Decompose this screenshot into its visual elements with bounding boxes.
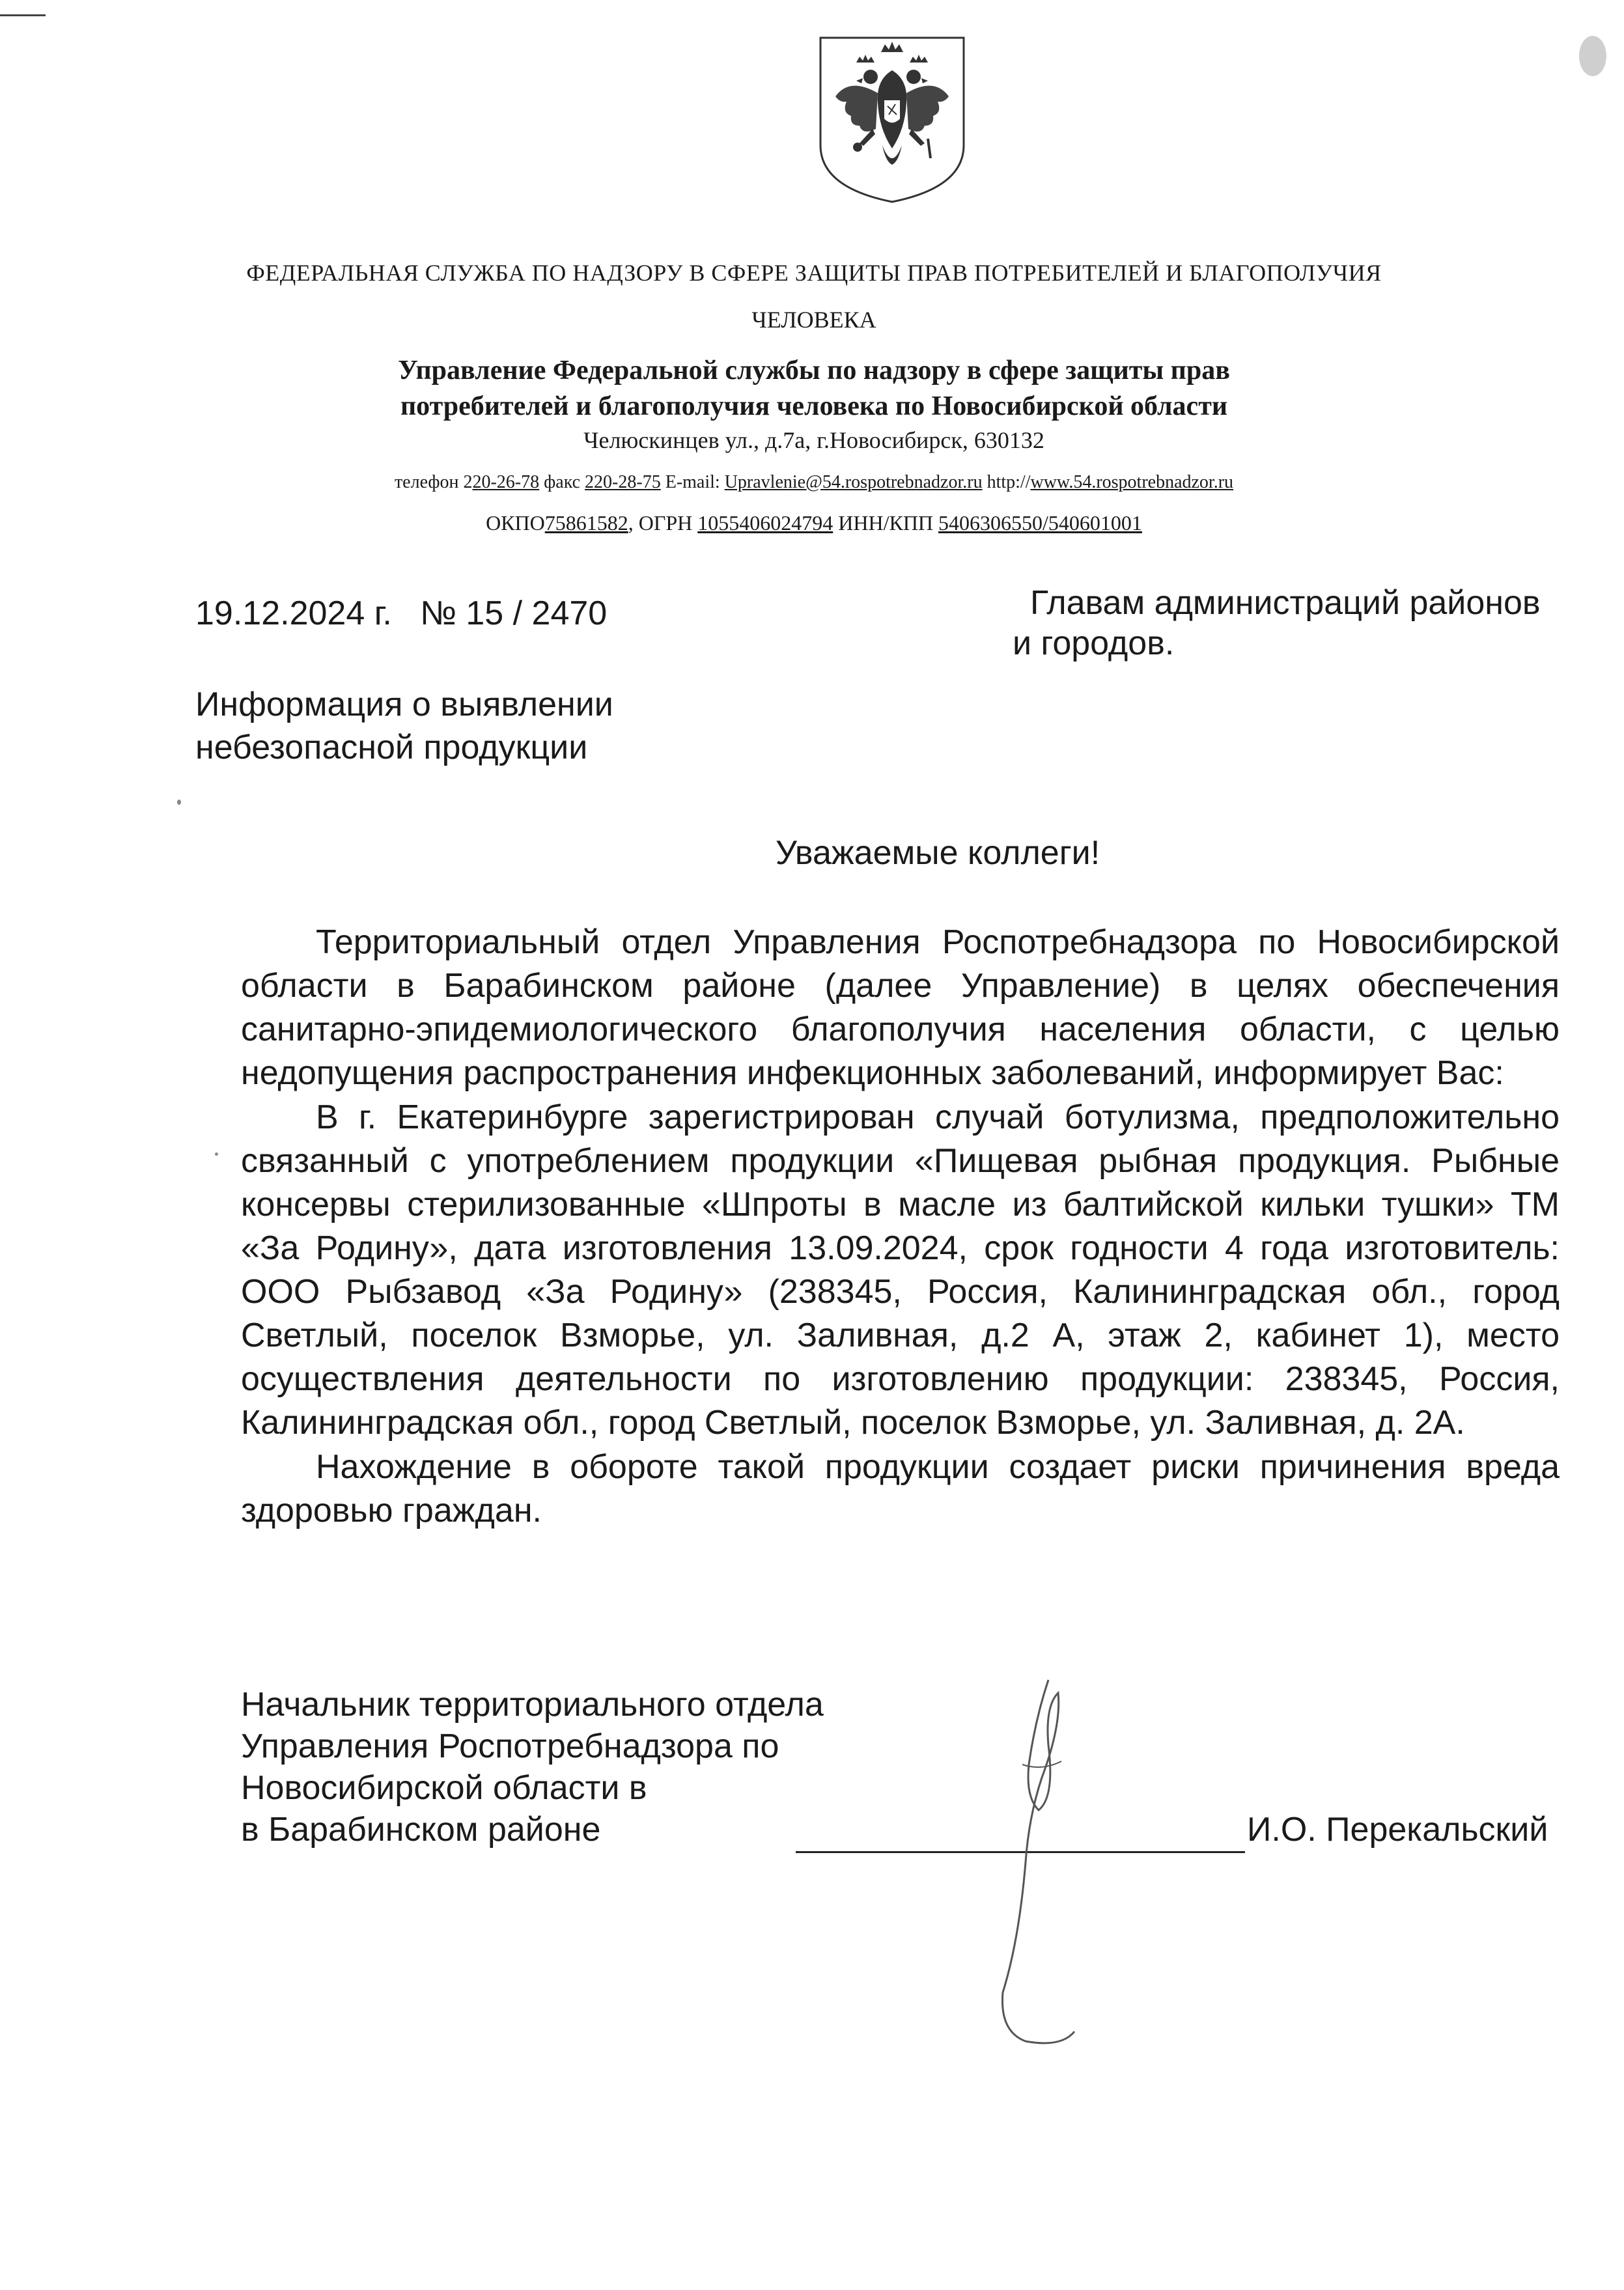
inn-kpp-value: 5406306550/540601001 — [938, 511, 1142, 535]
department-address: Челюскинцев ул., д.7а, г.Новосибирск, 630132 — [583, 427, 1044, 453]
okpo-label: ОКПО — [486, 511, 545, 535]
phone-label: телефон 2 — [394, 472, 473, 492]
letter-date-number: 19.12.2024 г. № 15 / 2470 — [195, 594, 608, 632]
contact-line — [195, 472, 1433, 493]
website-link[interactable]: www.54.rospotrebnadzor.ru — [1030, 472, 1234, 492]
inn-label: ИНН/КПП — [833, 511, 939, 535]
email-link[interactable]: Upravlenie@54.rospotrebnadzor.ru — [724, 472, 983, 492]
body-paragraph-1: Территориальный отдел Управления Роспотребнадзора по Новосибирской области в Барабинском районе (далее Управление) в целях обеспечения санитарно-эпидемиологического благополучия населения области, с целью недопущения распространения инфекционных заболеваний, информирует Вас: — [241, 923, 1560, 1092]
addressee-line-1: Главам администраций районов — [1030, 584, 1541, 622]
scan-blot — [1579, 36, 1606, 76]
signatory-title-line-4: в Барабинском районе — [241, 1811, 601, 1849]
scan-artifact-line — [0, 14, 46, 16]
department-name-line-1: Управление Федеральной службы по надзору в сфере защиты прав — [398, 356, 1230, 385]
agency-name-line-2: ЧЕЛОВЕКА — [751, 307, 876, 333]
body-paragraph-3: Нахождение в обороте такой продукции создает риски причинения вреда здоровью граждан. — [241, 1448, 1560, 1529]
agency-name-line-1: ФЕДЕРАЛЬНАЯ СЛУЖБА ПО НАДЗОРУ В СФЕРЕ ЗАЩИТЫ ПРАВ ПОТРЕБИТЕЛЕЙ И БЛАГОПОЛУЧИЯ — [246, 260, 1382, 286]
subject-line-1: Информация о выявлении — [195, 686, 613, 723]
email-label: E-mail: — [660, 472, 725, 492]
fax-label: факс — [539, 472, 585, 492]
ogrn-label: , ОГРН — [628, 511, 698, 535]
okpo-value: 75861582 — [544, 511, 628, 535]
addressee-line-2: и городов. — [1013, 624, 1175, 662]
web-label: http:// — [982, 472, 1031, 492]
phone-number: 20-26-78 — [472, 472, 540, 492]
handwritten-signature — [964, 1667, 1113, 2058]
signatory-title-line-3: Новосибирской области в — [241, 1769, 647, 1807]
scan-dust — [177, 800, 181, 805]
fax-number: 220-28-75 — [585, 472, 661, 492]
russian-coat-of-arms-icon — [811, 31, 973, 207]
registration-line — [195, 511, 1433, 535]
scan-dust — [215, 1152, 218, 1156]
body-paragraph-2: В г. Екатеринбурге зарегистрирован случай ботулизма, предположительно связанный с употреблением продукции «Пищевая рыбная продукция. Рыбные консервы стерилизованные «Шпроты в масле из балтийской кильки тушки» ТМ «За Родину», дата изготовления 13.09.2024, срок годности 4 года изготовитель: ООО Рыбзавод «За Родину» (238345, Россия, Калининградская обл., город Светлый, поселок Взморье, ул. Заливная, д.2 А, этаж 2, кабинет 1), место осуществления деятельности по изготовлению продукции: 238345, Россия, Калининградская обл., город Светлый, поселок Взморье, ул. Заливная, д. 2А. — [241, 1098, 1560, 1442]
signatory-title-line-2: Управления Роспотребнадзора по — [241, 1727, 779, 1765]
ogrn-value: 1055406024794 — [697, 511, 833, 535]
subject-line-2: небезопасной продукции — [195, 729, 588, 766]
signatory-name: И.О. Перекальский — [1247, 1811, 1548, 1849]
greeting-text: Уважаемые коллеги! — [775, 834, 1100, 872]
department-name-line-2: потребителей и благополучия человека по Новосибирской области — [400, 391, 1228, 421]
greeting — [0, 833, 1624, 873]
signatory-title-line-1: Начальник территориального отдела — [241, 1686, 824, 1724]
